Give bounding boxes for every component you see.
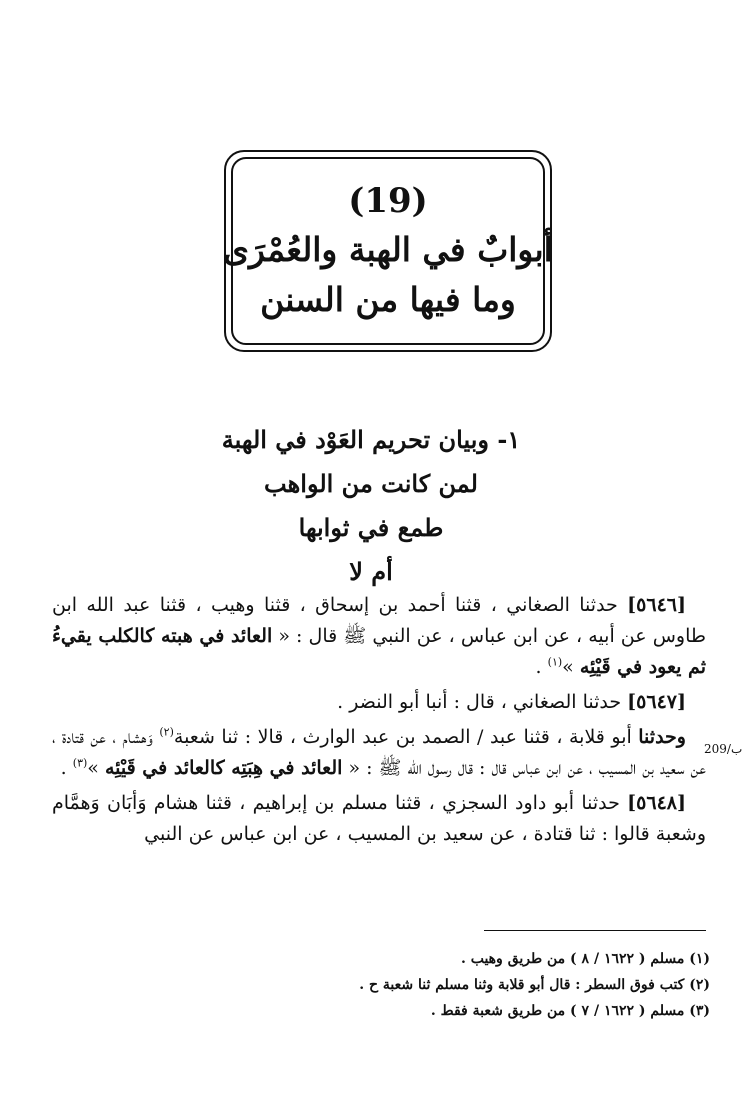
footnote-3: (٣) مسلم ( ١٦٢٢ / ٧ ) من طريق شعبة فقط . bbox=[430, 1003, 710, 1019]
hadith-text: حدثنا الصغاني ، قال : أنبا أبو النضر . bbox=[337, 691, 628, 713]
footnote-1: (١) مسلم ( ١٦٢٢ / ٨ ) من طريق وهيب . bbox=[460, 951, 710, 967]
manuscript-folio-note: 209/ب bbox=[704, 742, 742, 756]
hadith-number: [٥٦٤٧] bbox=[627, 691, 686, 713]
title-box bbox=[224, 150, 552, 352]
section-title-line2: وما فيها من السنن bbox=[260, 280, 516, 319]
hadith-text-end: . bbox=[60, 757, 73, 779]
footnote-ref[interactable]: (٣) bbox=[72, 756, 88, 770]
footnotes bbox=[52, 946, 710, 1024]
chapter-heading-line2: لمن كانت من الواهب bbox=[264, 469, 478, 498]
body-text bbox=[52, 590, 706, 854]
section-number: (19) bbox=[348, 181, 428, 221]
hadith-text-close: » bbox=[87, 757, 105, 779]
hadith-quote: العائد في هِبَتِه كالعائد في قَيْئِه bbox=[104, 757, 343, 779]
footnote-ref[interactable]: (٢) bbox=[159, 725, 174, 739]
footnote-2: (٢) كتب فوق السطر : قال أبو قلابة وثنا مسلم ثنا شعبة ح . bbox=[359, 977, 710, 993]
hadith-quote: العائد في هبته كالكلب يقيءُ ثم يعود في قَيْئِه bbox=[52, 625, 706, 678]
hadith-text: حدثنا أبو داود السجزي ، قثنا مسلم بن إبراهيم ، قثنا هشام وَأبَان وَهمَّام وشعبة قالوا : ثنا قتادة ، عن سعيد بن المسيب ، عن ابن عباس عن النبي bbox=[52, 792, 706, 845]
chapter-heading-line1: ١- وبيان تحريم العَوْد في الهبة bbox=[221, 425, 521, 454]
hadith-5647 bbox=[52, 687, 706, 718]
hadith-text-close: » bbox=[562, 656, 580, 678]
hadith-text: وَهشام ، عن قتادة ، عن سعيد بن المسيب ، عن ابن عباس قال : قال رسول الله ﷺ : « bbox=[52, 726, 706, 779]
chapter-heading-line4: أم لا bbox=[349, 557, 393, 586]
hadith-lead: وحدثنا bbox=[638, 726, 686, 748]
hadith-text: حدثنا الصغاني ، قثنا أحمد بن إسحاق ، قثنا وهيب ، قثنا عبد الله ابن طاوس عن أبيه ، عن ابن عباس ، عن النبي ﷺ قال : « bbox=[52, 594, 706, 647]
title-box-inner bbox=[223, 157, 553, 345]
hadith-number: [٥٦٤٦] bbox=[627, 594, 686, 616]
hadith-text-end: . bbox=[535, 656, 548, 678]
hadith-5646 bbox=[52, 590, 706, 683]
hadith-5648 bbox=[52, 788, 706, 850]
footnote-divider bbox=[484, 930, 706, 931]
hadith-text: أبو قلابة ، قثنا عبد / الصمد بن عبد الوارث ، قالا : ثنا شعبة bbox=[173, 726, 639, 748]
hadith-number: [٥٦٤٨] bbox=[627, 792, 686, 814]
chapter-heading bbox=[150, 418, 592, 594]
hadith-5647-chain bbox=[52, 722, 706, 784]
section-title-line1: أبوابٌ في الهبة والعُمْرَى bbox=[223, 230, 553, 269]
chapter-heading-line3: طمع في ثوابها bbox=[298, 513, 444, 542]
footnote-ref[interactable]: (١) bbox=[547, 655, 563, 669]
